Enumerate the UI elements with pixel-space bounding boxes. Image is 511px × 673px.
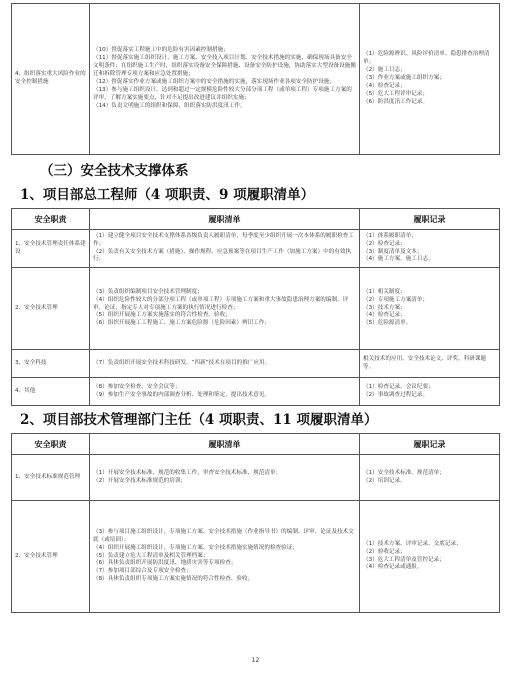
duty-cell: 1、安全技术管理责任体系建设: [12, 230, 90, 268]
list-cell: [90, 268, 360, 350]
table-row: [12, 230, 500, 268]
list-cell: [90, 455, 360, 501]
list-line: （2）开展安全技术标准规范的培训；: [93, 477, 187, 484]
duty-cell: 2、安全技术管理: [12, 501, 90, 613]
list-line: （5）危大工程评审记录；: [363, 90, 429, 97]
header-list: 履职清单: [90, 209, 360, 230]
table-header-row: [12, 434, 500, 455]
table-header-row: [12, 209, 500, 230]
list-line: （4）施工方案、施工日志。: [363, 256, 434, 263]
duty-cell: 4、其他: [12, 378, 90, 406]
list-line: （13）参与施工组织设计、达到和超过一定规模危险性较大分部分项工程（或单项工程）专项施工方案的评审，了解方案实施要点，针对不足提出改进建议并组织实施；: [93, 86, 352, 101]
list-line: （1）检查记录、会议纪要；: [363, 383, 434, 390]
table2-title: 2、项目部技术管理部门主任（4 项职责、11 项履职清单）: [20, 412, 378, 428]
record-cell: [360, 230, 500, 268]
table1-title: 1、项目部总工程师（4 项职责、9 项履职清单）: [20, 187, 315, 203]
duty-cell: 4、组织落实重大风险作业的安全控制措施: [12, 4, 90, 155]
list-line: （5）危险源清单。: [363, 320, 412, 327]
duty-cell: 3、安全科技: [12, 350, 90, 378]
list-line: （1）建立健全项目安全技术支撑体系各级负责人履职清单，每季度至少组织开展一次本体系的履职检查工作；: [93, 232, 354, 247]
list-line: （7）参加项目部综合及专项安全检查；: [93, 568, 192, 575]
list-line: （1）安全技术标准、规范清单；: [363, 469, 445, 476]
list-line: （2）施工日志；: [363, 67, 406, 74]
header-duty: 安全职责: [12, 434, 90, 455]
list-line: （10）督促落实工程施工中的危险有害因素控制措施；: [93, 47, 229, 54]
list-line: （7）负责组织开展安全技术科技研发、“四新”技术在项目的推广应用；: [93, 359, 271, 366]
list-line: （2）事故调查过程记录。: [363, 391, 429, 398]
list-line: （4）检查记录；: [363, 82, 406, 89]
list-line: （1）相关制度；: [363, 288, 406, 295]
list-cell: [90, 501, 360, 613]
list-line: （1）开展安全技术标准、规范的收集工作，审查安全技术标准、规范清单；: [93, 469, 282, 476]
table-row: [12, 350, 500, 378]
table1: [11, 208, 500, 406]
list-line: （8）参加安全检查、安全会议等；: [93, 383, 181, 390]
duty-cell: 2、安全技术管理: [12, 268, 90, 350]
list-line: （3）制度清单及文本；: [363, 248, 423, 255]
record-cell: [360, 378, 500, 406]
list-line: （12）督促落实作业方案或施工组织方案中的安全措施的实施，落实现场作业各项安全防护设施；: [93, 79, 336, 85]
list-cell: [90, 4, 360, 155]
table-row: [12, 378, 500, 406]
header-record: 履职记录: [360, 209, 500, 230]
section-title: （三）安全技术支撑体系: [40, 163, 189, 179]
list-line: （1）体系履职清单；: [363, 232, 417, 239]
duty-cell: 1、安全技术标准规范管理: [12, 455, 90, 501]
list-line: （2）验收记录；: [363, 548, 406, 555]
list-cell: [90, 378, 360, 406]
list-line: （1）技术方案、评审记录、交底记录；: [363, 540, 462, 547]
list-line: （4）组织危险性较大的分部分项工程（或单项工程）专项施工方案和重大事故隐患治理方案的编制、评审、论证，指定专人对专项施工方案的执行情况进行检查；: [93, 296, 349, 311]
list-line: （14）负责文明施工的组织和保障，组织落实防洪度汛工作。: [93, 102, 246, 109]
list-line: （3）危大工程清单及管控记录；: [363, 556, 445, 563]
list-line: （2）负责有关安全技术方案（措施）、操作规程、应急预案等在项目生产工作（加施工方案）中的有效执行；: [93, 248, 352, 263]
list-line: （2）检查记录；: [363, 240, 406, 247]
list-line: （4）组织开展施工组织设计、专项施工方案、安全技术措施实施情况的检查验证；: [93, 544, 298, 551]
list-line: （6）组织开展施工工程施工、施工方案危险源（危险因素）辨识工作；: [93, 320, 270, 327]
table-row: [12, 268, 500, 350]
list-line: （8）具体负责组织专项施工方案实施情况的符合性检查、验收；: [93, 576, 254, 583]
table-row: [12, 455, 500, 501]
list-line: （2）专项施工方案清单；: [363, 296, 429, 303]
header-duty: 安全职责: [12, 209, 90, 230]
list-line: （3）参与项目施工组织设计、专项施工方案、安全技术措施（作业指导书）的编制、评审、论证及技术交底（或培训）；: [93, 528, 354, 543]
list-line: （5）负责建立危大工程清单及相关管理档案；: [93, 552, 209, 559]
list-line: （6）具体负责组织开展防洪度汛、地质灾害等专项检查；: [93, 560, 237, 567]
list-line: （9）参加生产安全事故的内部调查分析、处理和鉴定，提出技术意见。: [93, 391, 270, 398]
header-list: 履职清单: [90, 434, 360, 455]
list-line: 相关技术的应用、安全技术论文、评奖、科研课题等。: [363, 355, 487, 370]
list-cell: [90, 230, 360, 268]
record-cell: [360, 501, 500, 613]
list-cell: [90, 350, 360, 378]
header-record: 履职记录: [360, 434, 500, 455]
record-cell: [360, 455, 500, 501]
page-number: 12: [251, 657, 260, 664]
table2: [11, 433, 500, 613]
document-page: [0, 3, 511, 673]
record-cell: [360, 268, 500, 350]
list-line: （5）组织开展施工方案实施落实的符合性检查、验收；: [93, 312, 231, 319]
list-line: （11）督促落实施工组织设计、施工方案、安全技入项目计划、安全技术措施的实施，确保现场具备安全文明条件；在组织施工生产时，组织落实设备安全保障措施、设备安全防护设施，协助落实大型设备设施搬迁和拆除管理专项方案和应急处置措施；: [93, 55, 356, 78]
list-line: （4）检查记录或通报。: [363, 564, 423, 571]
list-line: （3）技术方案；: [363, 304, 406, 311]
top-table: [11, 3, 500, 155]
table-row: [12, 4, 500, 155]
list-line: （1）危险源辨识、风险评价清单、隐患排查治理清单；: [363, 51, 490, 66]
record-cell: [360, 350, 500, 378]
list-line: （2）培训记录。: [363, 477, 406, 484]
table-row: [12, 501, 500, 613]
list-line: （6）防洪度汛工作记录。: [363, 98, 429, 105]
list-line: （3）负责组织编制项目安全技术管理制度；: [93, 288, 203, 295]
record-cell: [360, 4, 500, 155]
list-line: （4）检查记录；: [363, 312, 406, 319]
list-line: （3）作业方案或施工组织方案；: [363, 75, 445, 82]
